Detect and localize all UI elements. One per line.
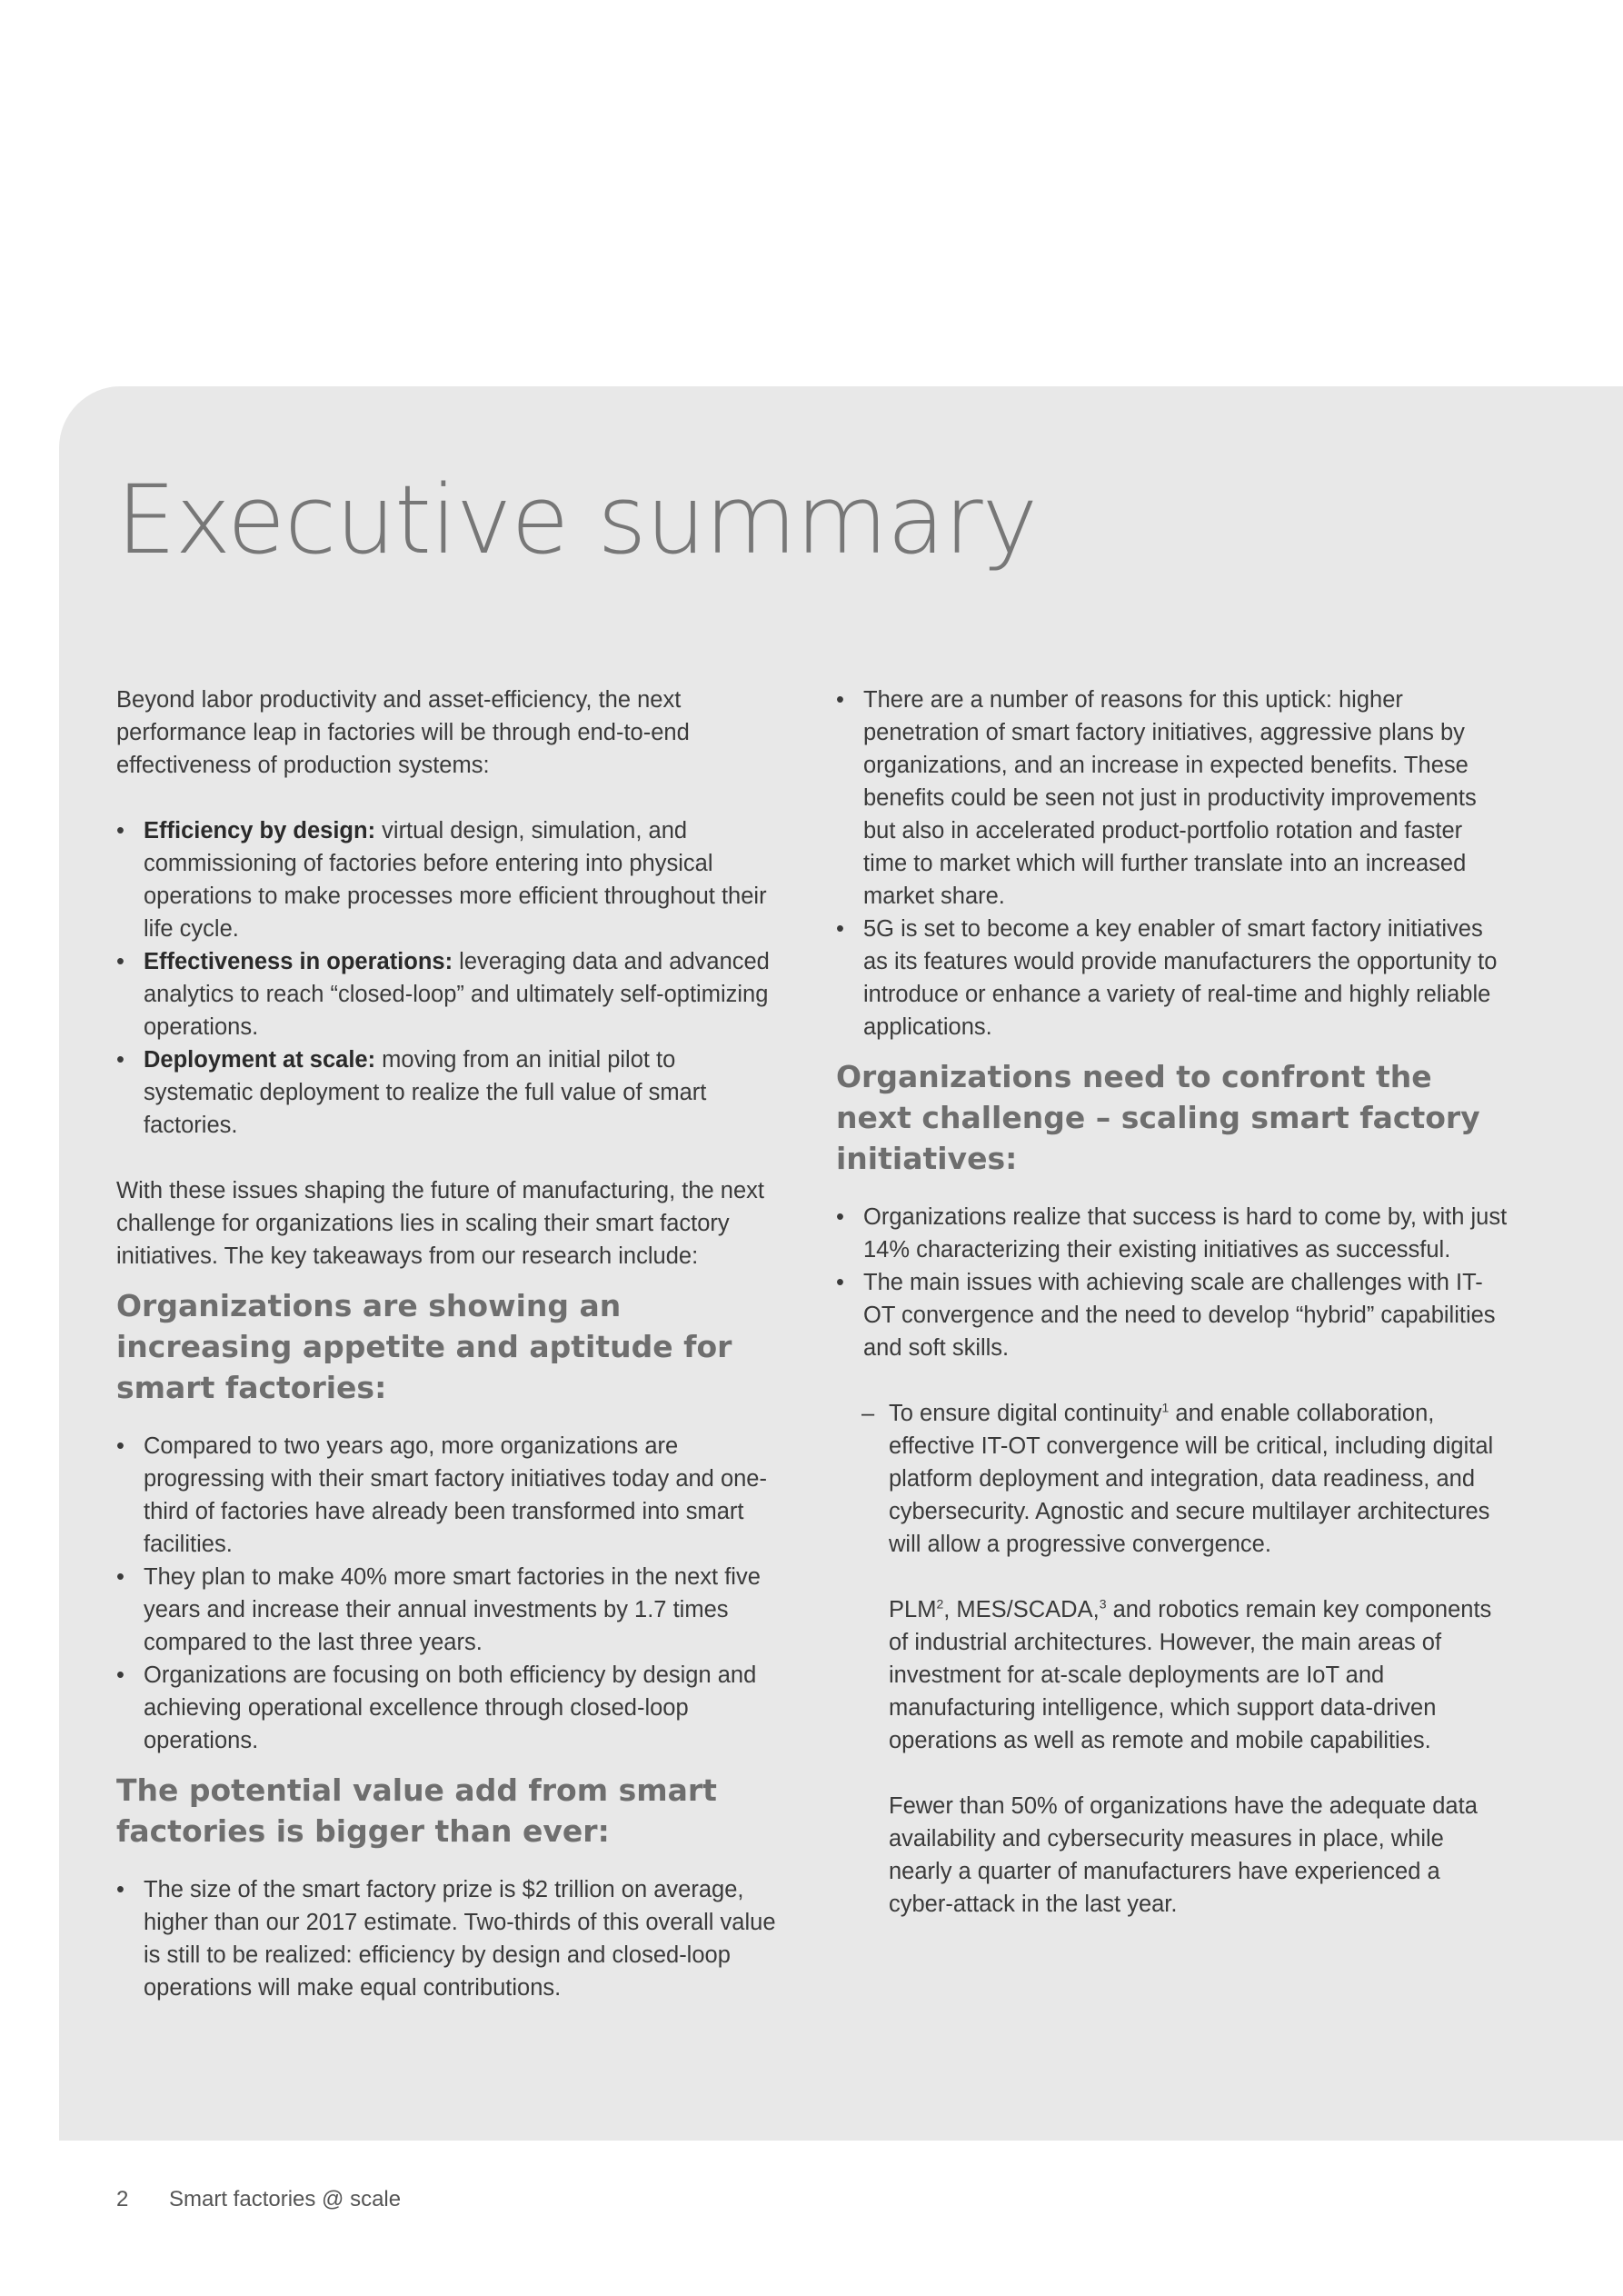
pillar-term: Deployment at scale: — [144, 1047, 376, 1073]
page-footer — [116, 2187, 401, 2212]
sub-paragraph-continuity — [889, 1397, 1508, 1561]
bullet-icon: • — [116, 1564, 124, 1590]
bullet-icon: • — [836, 1270, 844, 1295]
text-run: and robotics remain key components of industrial architectures. However, the main areas of investment for at-scale deployments are IoT and manufacturing intelligence, which support data-driven operations as well as remote and mobile capabilities. — [889, 1597, 1492, 1753]
list-item — [116, 1873, 789, 2004]
footnote-ref: 1 — [1161, 1400, 1170, 1415]
page-title: Executive summary — [116, 464, 1038, 575]
pillar-term: Effectiveness in operations: — [144, 949, 453, 974]
bullet-icon: • — [116, 949, 124, 974]
report-title: Smart factories @ scale — [169, 2187, 402, 2211]
list-item-text: They plan to make 40% more smart factories in the next five years and increase their annual investments by 1.7 times compared to the last three years. — [144, 1564, 761, 1655]
sub-point — [836, 1397, 1508, 1921]
bullet-icon: • — [836, 1204, 844, 1230]
right-column — [836, 684, 1508, 1921]
bullet-icon: • — [116, 1047, 124, 1073]
scaling-list — [836, 1201, 1508, 1364]
list-item-text: Organizations are focusing on both efficiency by design and achieving operational excellence through closed-loop operations. — [144, 1662, 757, 1753]
page-number: 2 — [116, 2187, 129, 2211]
pillars-list — [116, 814, 789, 1142]
pillar-text: leveraging data and advanced analytics to reach “closed-loop” and ultimately self-optimizing operations. — [144, 949, 770, 1040]
bullet-icon: • — [836, 687, 844, 713]
list-item-text: 5G is set to become a key enabler of smart factory initiatives as its features would provide manufacturers the opportunity to introduce or enhance a variety of real-time and highly reliable applications. — [863, 916, 1498, 1040]
value-list — [116, 1873, 789, 2004]
section-heading-appetite: Organizations are showing an increasing appetite and aptitude for smart factories: — [116, 1288, 732, 1405]
bullet-icon: • — [116, 1877, 124, 1902]
bullet-icon: • — [116, 818, 124, 844]
list-item — [116, 1430, 789, 1561]
list-item — [116, 1659, 789, 1757]
transition-paragraph: With these issues shaping the future of manufacturing, the next challenge for organizations lies in scaling their smart factory initiatives. The key takeaways from our research include: — [116, 1178, 764, 1269]
list-item-text: Compared to two years ago, more organizations are progressing with their smart factory initiatives today and one-third of factories have already been transformed into smart facilities. — [144, 1433, 767, 1557]
list-item — [836, 684, 1508, 913]
list-item — [836, 1266, 1508, 1364]
list-item — [836, 1201, 1508, 1266]
left-column — [116, 684, 789, 2004]
intro-paragraph: Beyond labor productivity and asset-efficiency, the next performance leap in factories will be through end-to-end effectiveness of production systems: — [116, 687, 690, 778]
pillar-term: Efficiency by design: — [144, 818, 376, 844]
pillar-text: virtual design, simulation, and commissioning of factories before entering into physical operations to make processes more efficient throughout their life cycle. — [144, 818, 767, 942]
text-run: To ensure digital continuity — [889, 1401, 1162, 1426]
bullet-icon: • — [116, 1662, 124, 1688]
footnote-ref: 3 — [1099, 1596, 1107, 1612]
list-item — [116, 1043, 789, 1142]
list-item-text: There are a number of reasons for this uptick: higher penetration of smart factory initiatives, aggressive plans by organizations, and an increase in expected benefits. These benefits could be seen not just in productivity improvements but also in accelerated product-portfolio rotation and faster time to market which will further translate into an increased market share. — [863, 687, 1477, 909]
footnote-ref: 2 — [936, 1596, 944, 1612]
list-item-text: Organizations realize that success is hard to come by, with just 14% characterizing their existing initiatives as successful. — [863, 1204, 1508, 1263]
bullet-icon: • — [836, 916, 844, 942]
appetite-list — [116, 1430, 789, 1757]
section-heading-value: The potential value add from smart factories is bigger than ever: — [116, 1772, 717, 1849]
list-item-text: The main issues with achieving scale are challenges with IT-OT convergence and the need to develop “hybrid” capabilities and soft skills. — [863, 1270, 1496, 1361]
section-heading-scaling: Organizations need to confront the next challenge – scaling smart factory initiatives: — [836, 1059, 1480, 1176]
list-item — [116, 1561, 789, 1659]
list-item-text: The size of the smart factory prize is $2 trillion on average, higher than our 2017 estimate. Two-thirds of this overall value is still to be realized: efficiency by design and closed-loop operations will make equal contributions. — [144, 1877, 776, 2001]
sub-paragraph-cybersecurity: Fewer than 50% of organizations have the adequate data availability and cybersecurity measures in place, while nearly a quarter of manufacturers have experienced a cyber-attack in the last year. — [889, 1793, 1478, 1917]
list-item — [116, 814, 789, 945]
text-run: and enable collaboration, effective IT-OT convergence will be critical, including digital platform deployment and integration, data readiness, and cybersecurity. Agnostic and secure multilayer architectures will allow a progressive convergence. — [889, 1401, 1494, 1557]
sub-paragraph-architectures — [889, 1593, 1508, 1757]
text-run: PLM — [889, 1597, 937, 1622]
bullet-icon: • — [116, 1433, 124, 1459]
pillar-text: moving from an initial pilot to systematic deployment to realize the full value of smart factories. — [144, 1047, 707, 1138]
list-item — [836, 913, 1508, 1043]
text-run: , MES/SCADA, — [943, 1597, 1100, 1622]
dash-icon: – — [861, 1401, 875, 1426]
uptick-list — [836, 684, 1508, 1043]
list-item — [116, 945, 789, 1043]
